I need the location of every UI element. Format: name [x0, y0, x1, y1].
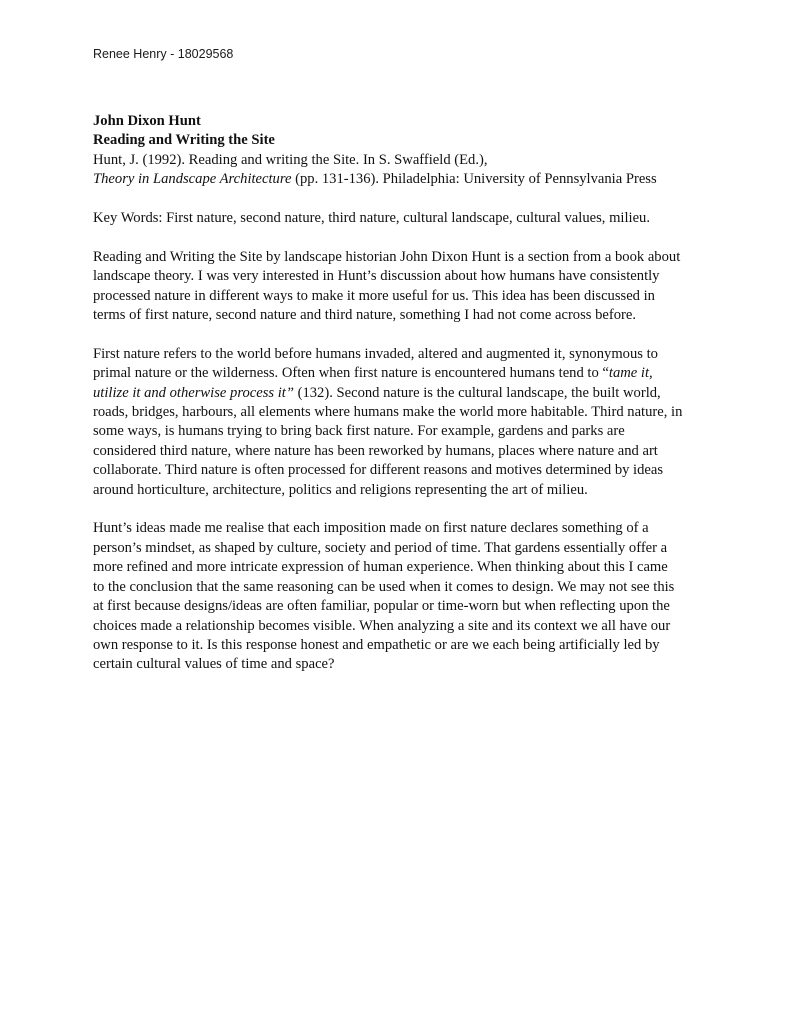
reference-author: John Dixon Hunt	[93, 113, 201, 129]
paragraph-line: person’s mindset, as shaped by culture, society and period of time. That gardens essentially offer a	[93, 539, 668, 556]
paragraph-line: choices made a relationship becomes visible. When analyzing a site and its context we all have our	[93, 617, 671, 634]
paragraph-line: terms of first nature, second nature and third nature, something I had not come across before.	[93, 307, 637, 324]
spacer	[93, 500, 703, 519]
spacer	[93, 228, 703, 247]
paragraph-line: considered third nature, where nature has been reworked by humans, places where nature and art	[93, 442, 658, 459]
paragraph-line: own response to it. Is this response honest and empathetic or are we each being artificially led by	[93, 636, 660, 653]
paragraph-line: processed nature in different ways to make it more useful for us. This idea has been discussed in	[93, 287, 655, 304]
paragraph-line: landscape theory. I was very interested in Hunt’s discussion about how humans have consistently	[93, 268, 660, 285]
paragraph-line: First nature refers to the world before humans invaded, altered and augmented it, synonymous to	[93, 345, 658, 362]
paragraph-line: Hunt’s ideas made me realise that each imposition made on first nature declares something of a	[93, 520, 649, 537]
paragraph-line: around horticulture, architecture, politics and religions representing the art of milieu.	[93, 481, 588, 498]
paragraph-line: more refined and more intricate expression of human experience. When thinking about this I came	[93, 559, 668, 576]
paragraph-line	[93, 384, 703, 403]
paragraph-line: to the conclusion that the same reasoning can be used when it comes to design. We may not see this	[93, 578, 675, 595]
citation-book-title: Theory in Landscape Architecture	[93, 171, 292, 188]
citation-publisher: (pp. 131-136). Philadelphia: University of Pennsylvania Press	[291, 171, 657, 188]
paragraph-line: some ways, is humans trying to bring back first nature. For example, gardens and parks are	[93, 423, 625, 440]
paragraph-line: collaborate. Third nature is often processed for different reasons and motives determined by ideas	[93, 462, 664, 479]
paragraph-line: roads, bridges, harbours, all elements where humans make the world more habitable. Third nature, in	[93, 404, 683, 421]
spacer	[93, 325, 703, 344]
paragraph-line	[93, 364, 703, 383]
reference-title: Reading and Writing the Site	[93, 132, 275, 149]
quote-text: tame it,	[608, 365, 653, 382]
paragraph-3	[93, 519, 703, 674]
citation-line-2	[93, 170, 703, 189]
paragraph-text: primal nature or the wilderness. Often when first nature is encountered humans tend to “	[93, 365, 609, 382]
spacer	[93, 190, 703, 209]
paragraph-line: Reading and Writing the Site by landscape historian John Dixon Hunt is a section from a book about	[93, 248, 681, 265]
keywords-line: Key Words: First nature, second nature, third nature, cultural landscape, cultural values, milieu.	[93, 210, 651, 227]
paragraph-line: certain cultural values of time and space?	[93, 656, 335, 673]
paragraph-1	[93, 248, 703, 326]
paragraph-text: (132). Second nature is the cultural landscape, the built world,	[293, 384, 661, 401]
paragraph-line: at first because designs/ideas are often familiar, popular or time-worn but when reflecting upon the	[93, 598, 670, 615]
page-header-author-id: Renee Henry - 18029568	[93, 47, 234, 61]
document-body	[93, 112, 703, 675]
citation-line-1: Hunt, J. (1992). Reading and writing the Site. In S. Swaffield (Ed.),	[93, 151, 488, 168]
paragraph-2	[93, 345, 703, 500]
quote-text: utilize it and otherwise process it”	[93, 384, 294, 401]
